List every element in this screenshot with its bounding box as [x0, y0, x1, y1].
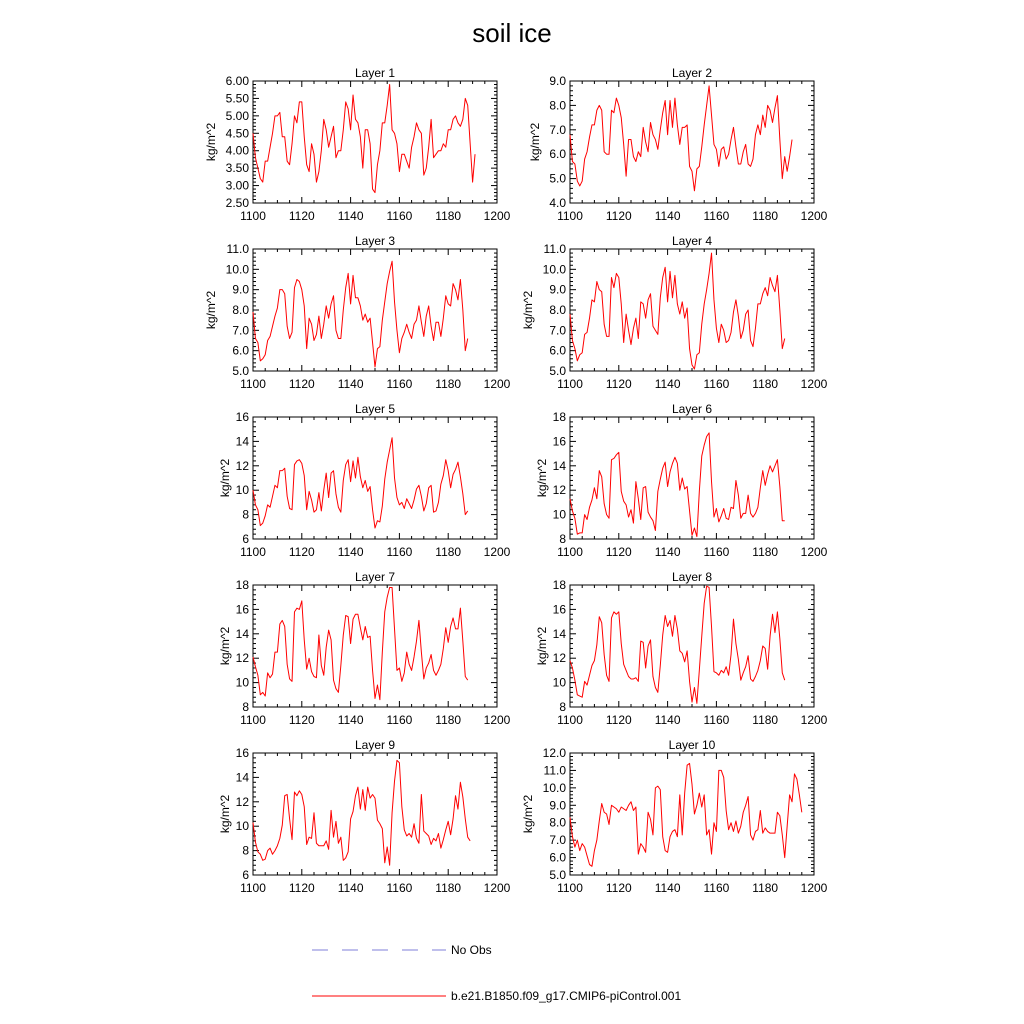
panel-7: [218, 570, 511, 727]
y-tick-label: 9.0: [549, 74, 566, 88]
x-tick-label: 1180: [435, 713, 462, 727]
y-tick-label: 8: [242, 507, 249, 522]
y-tick-label: 5.0: [549, 171, 566, 186]
y-tick-label: 16: [552, 434, 566, 449]
x-tick-label: 1140: [654, 881, 681, 895]
y-tick-label: 18: [235, 578, 249, 592]
y-tick-label: 14: [235, 434, 249, 449]
series-line: [253, 84, 475, 192]
x-tick-label: 1180: [752, 209, 779, 223]
y-tick-label: 8.0: [549, 98, 566, 113]
y-tick-label: 14: [552, 458, 566, 473]
x-tick-label: 1180: [435, 881, 462, 895]
y-tick-label: 11.0: [543, 242, 566, 256]
x-tick-label: 1200: [483, 377, 511, 391]
y-axis-label: kg/m^2: [535, 458, 549, 498]
x-tick-label: 1100: [557, 209, 583, 223]
y-axis-label: kg/m^2: [521, 290, 535, 330]
y-tick-label: 8.0: [232, 303, 249, 317]
y-tick-label: 3.50: [225, 161, 249, 176]
x-tick-label: 1120: [288, 713, 315, 727]
y-axis-label: kg/m^2: [218, 626, 232, 666]
y-tick-label: 9.0: [232, 282, 249, 297]
y-axis-label: kg/m^2: [218, 458, 232, 498]
x-tick-label: 1200: [800, 713, 828, 727]
series-line: [570, 586, 785, 703]
y-tick-label: 5.0: [549, 868, 566, 882]
x-tick-label: 1100: [557, 881, 583, 895]
panel-title: Layer 8: [671, 570, 713, 584]
x-tick-label: 1180: [435, 209, 462, 223]
panel-title: Layer 6: [671, 402, 713, 416]
x-tick-label: 1100: [240, 881, 266, 895]
x-tick-label: 1100: [240, 713, 266, 727]
y-tick-label: 4.0: [549, 196, 566, 210]
y-tick-label: 7.0: [549, 122, 566, 137]
x-tick-label: 1200: [483, 713, 511, 727]
y-tick-label: 8: [242, 843, 249, 858]
y-tick-label: 10: [235, 483, 249, 498]
y-tick-label: 14: [235, 770, 249, 785]
x-tick-label: 1160: [703, 881, 730, 895]
x-tick-label: 1200: [800, 209, 828, 223]
x-tick-label: 1160: [386, 377, 413, 391]
y-tick-label: 16: [235, 746, 249, 760]
y-tick-label: 12: [235, 651, 249, 666]
y-tick-label: 14: [235, 626, 249, 641]
x-tick-label: 1100: [557, 545, 583, 559]
x-tick-label: 1120: [288, 209, 315, 223]
panel-3: [204, 234, 511, 391]
panel-10: [521, 738, 828, 895]
plot-frame: [253, 585, 497, 707]
x-tick-label: 1140: [337, 377, 364, 391]
y-tick-label: 5.50: [225, 91, 249, 106]
y-axis-label: kg/m^2: [521, 794, 535, 834]
x-tick-label: 1120: [288, 377, 315, 391]
x-tick-label: 1180: [435, 377, 462, 391]
x-tick-label: 1180: [752, 545, 779, 559]
panel-9: [218, 738, 511, 895]
y-tick-label: 5.0: [549, 364, 566, 378]
y-tick-label: 8: [559, 700, 566, 714]
y-tick-label: 9.0: [549, 282, 566, 297]
y-tick-label: 4.50: [225, 126, 249, 141]
x-tick-label: 1100: [240, 209, 266, 223]
panel-title: Layer 3: [354, 234, 396, 248]
y-tick-label: 6.0: [549, 343, 566, 358]
series-line: [253, 261, 468, 367]
y-tick-label: 11.0: [543, 763, 566, 778]
x-tick-label: 1200: [483, 209, 511, 223]
y-tick-label: 6.00: [225, 74, 249, 88]
y-tick-label: 10.0: [225, 262, 249, 277]
x-tick-label: 1200: [483, 545, 511, 559]
x-tick-label: 1120: [288, 545, 315, 559]
y-tick-label: 6: [242, 868, 249, 882]
x-tick-label: 1200: [800, 881, 828, 895]
x-tick-label: 1120: [605, 209, 632, 223]
x-tick-label: 1180: [752, 881, 779, 895]
y-tick-label: 12: [552, 651, 566, 666]
y-axis-label: kg/m^2: [218, 794, 232, 834]
panel-1: [204, 66, 511, 223]
y-tick-label: 8: [559, 532, 566, 546]
panel-2: [528, 66, 828, 223]
x-tick-label: 1160: [703, 545, 730, 559]
series-line: [253, 438, 468, 528]
legend-label-no-obs: No Obs: [451, 943, 492, 957]
panel-title: Layer 2: [671, 66, 713, 80]
x-tick-label: 1140: [337, 713, 364, 727]
panel-4: [521, 234, 828, 391]
x-tick-label: 1100: [557, 713, 583, 727]
y-tick-label: 11.0: [226, 242, 249, 256]
panel-title: Layer 9: [354, 738, 396, 752]
x-tick-label: 1140: [654, 713, 681, 727]
y-axis-label: kg/m^2: [528, 122, 542, 162]
plot-frame: [570, 585, 814, 707]
x-tick-label: 1160: [703, 209, 730, 223]
y-tick-label: 8.0: [549, 303, 566, 317]
y-axis-label: kg/m^2: [535, 626, 549, 666]
y-tick-label: 5.0: [232, 364, 249, 378]
series-line: [570, 86, 792, 191]
legend-label-simulation: b.e21.B1850.f09_g17.CMIP6-piControl.001: [451, 989, 682, 1003]
x-tick-label: 1200: [483, 881, 511, 895]
series-line: [570, 433, 785, 537]
series-line: [570, 253, 785, 369]
y-axis-label: kg/m^2: [204, 290, 218, 330]
x-tick-label: 1140: [337, 881, 364, 895]
x-tick-label: 1180: [752, 713, 779, 727]
x-tick-label: 1160: [386, 545, 413, 559]
y-tick-label: 10: [552, 507, 566, 522]
plot-frame: [253, 81, 497, 203]
plot-frame: [253, 249, 497, 371]
panel-title: Layer 7: [354, 570, 396, 584]
panels-grid: [204, 66, 828, 895]
y-tick-label: 18: [552, 578, 566, 592]
plot-frame: [570, 249, 814, 371]
x-tick-label: 1100: [240, 377, 266, 391]
y-tick-label: 6.0: [232, 343, 249, 358]
x-tick-label: 1180: [752, 377, 779, 391]
panel-6: [535, 402, 828, 559]
x-tick-label: 1160: [386, 713, 413, 727]
x-tick-label: 1200: [800, 377, 828, 391]
x-tick-label: 1120: [288, 881, 315, 895]
x-tick-label: 1120: [605, 881, 632, 895]
plot-frame: [570, 417, 814, 539]
x-tick-label: 1120: [605, 713, 632, 727]
y-tick-label: 18: [552, 410, 566, 424]
x-tick-label: 1160: [386, 881, 413, 895]
y-tick-label: 5.00: [225, 108, 249, 123]
y-tick-label: 6: [242, 532, 249, 546]
y-axis-label: kg/m^2: [204, 122, 218, 162]
x-tick-label: 1100: [557, 377, 583, 391]
y-tick-label: 14: [552, 626, 566, 641]
x-tick-label: 1200: [800, 545, 828, 559]
y-tick-label: 12.0: [542, 746, 566, 760]
x-tick-label: 1140: [654, 377, 681, 391]
y-tick-label: 8.0: [549, 815, 566, 830]
y-tick-label: 6.0: [549, 850, 566, 865]
figure-title: soil ice: [472, 18, 552, 48]
x-tick-label: 1160: [386, 209, 413, 223]
y-tick-label: 2.50: [225, 196, 249, 210]
y-tick-label: 12: [552, 483, 566, 498]
y-tick-label: 10: [552, 675, 566, 690]
panel-5: [218, 402, 511, 559]
x-tick-label: 1180: [435, 545, 462, 559]
y-tick-label: 7.0: [232, 323, 249, 338]
x-tick-label: 1140: [654, 545, 681, 559]
x-tick-label: 1160: [703, 713, 730, 727]
legend: [312, 943, 681, 1003]
y-tick-label: 12: [235, 794, 249, 809]
y-tick-label: 10.0: [542, 262, 566, 277]
y-tick-label: 16: [552, 602, 566, 617]
y-tick-label: 12: [235, 458, 249, 473]
panel-8: [535, 570, 828, 727]
y-tick-label: 10: [235, 675, 249, 690]
x-tick-label: 1140: [337, 545, 364, 559]
series-line: [253, 760, 470, 865]
y-tick-label: 9.0: [549, 798, 566, 813]
panel-title: Layer 1: [354, 66, 396, 80]
x-tick-label: 1120: [605, 545, 632, 559]
y-tick-label: 10.0: [542, 780, 566, 795]
y-tick-label: 7.0: [549, 323, 566, 338]
x-tick-label: 1100: [240, 545, 266, 559]
series-line: [570, 763, 802, 866]
x-tick-label: 1140: [337, 209, 364, 223]
y-tick-label: 6.0: [549, 147, 566, 162]
panel-title: Layer 10: [668, 738, 716, 752]
x-tick-label: 1120: [605, 377, 632, 391]
y-tick-label: 4.00: [225, 143, 249, 158]
series-line: [253, 587, 468, 699]
y-tick-label: 3.00: [225, 178, 249, 193]
y-tick-label: 7.0: [549, 833, 566, 848]
y-tick-label: 10: [235, 819, 249, 834]
x-tick-label: 1160: [703, 377, 730, 391]
x-tick-label: 1140: [654, 209, 681, 223]
y-tick-label: 8: [242, 700, 249, 714]
y-tick-label: 16: [235, 410, 249, 424]
panel-title: Layer 5: [354, 402, 396, 416]
panel-title: Layer 4: [671, 234, 713, 248]
y-tick-label: 16: [235, 602, 249, 617]
